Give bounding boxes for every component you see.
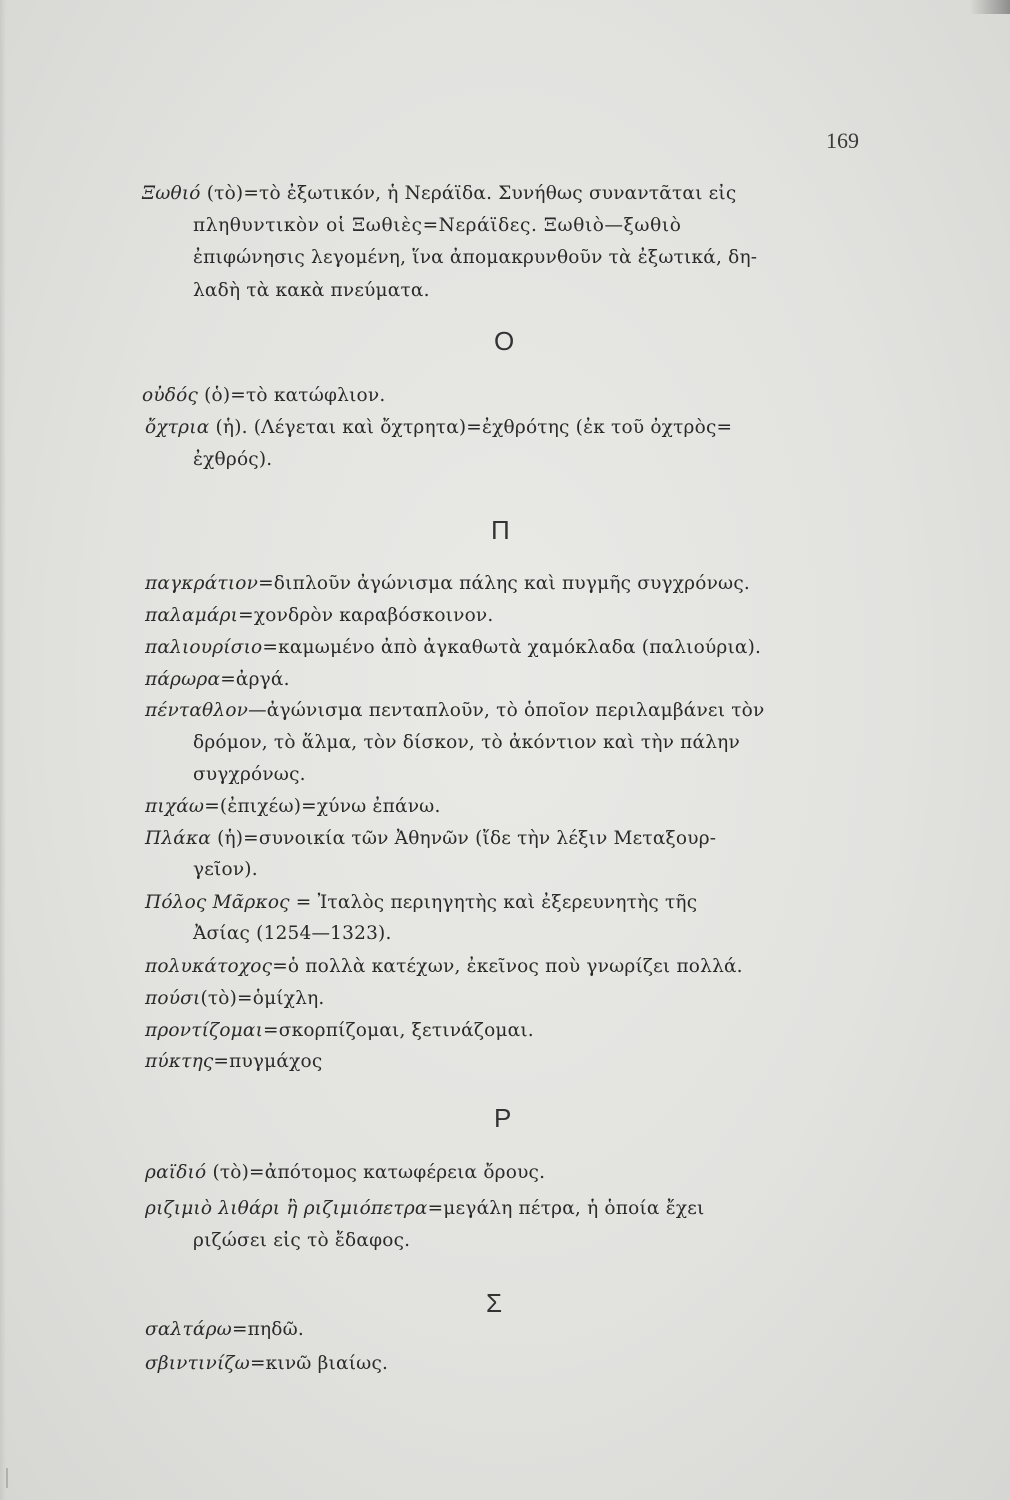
entry-rizimio-lithari xyxy=(145,1197,704,1221)
entry-definition: (τὸ)=ἀπότομος κατωφέρεια ὄρους. xyxy=(206,1162,546,1183)
margin-mark xyxy=(6,1468,8,1488)
entry-definition: =(ἐπιχέω)=χύνω ἐπάνω. xyxy=(204,796,441,817)
entry-continuation: ἐχθρός). xyxy=(193,449,273,470)
entry-pousi xyxy=(145,987,324,1011)
entry-continuation: γεῖον). xyxy=(193,859,258,880)
section-letter-pi: Π xyxy=(491,515,510,545)
entry-saltaro xyxy=(145,1318,304,1342)
entry-headword: πύκτης xyxy=(145,1051,214,1072)
entry-definition: (τὸ)=τὸ ἐξωτικόν, ἡ Νεράϊδα. Συνήθως συναντᾶται εἰς xyxy=(200,183,737,204)
entry-definition: =ἀργά. xyxy=(220,669,290,690)
entry-prontizomai xyxy=(145,1019,534,1043)
entry-definition: (ἡ)=συνοικία τῶν Ἀθηνῶν (ἴδε τὴν λέξιν Μεταξουρ- xyxy=(210,828,717,849)
entry-continuation: πληθυντικὸν οἱ Ξωθιὲς=Νεράϊδες. Ξωθιὸ—ξωθιὸ xyxy=(193,215,682,236)
entry-polykatochos xyxy=(145,955,743,979)
entry-definition: = Ἰταλὸς περιηγητὴς καὶ ἐξερευνητὴς τῆς xyxy=(289,892,698,913)
entry-svintinizo xyxy=(145,1352,388,1376)
entry-pankration xyxy=(145,572,750,596)
entry-headword: Πλάκα xyxy=(145,828,211,849)
entry-paliourisio xyxy=(145,636,761,660)
section-letter-rho: Ρ xyxy=(494,1103,512,1133)
page-corner-shadow xyxy=(970,0,1010,14)
entry-raidio xyxy=(145,1161,545,1185)
page-left-edge xyxy=(0,0,6,1500)
entry-plaka xyxy=(145,827,716,851)
entry-headword: πένταθλον xyxy=(145,700,249,721)
entry-definition: —ἀγώνισμα πενταπλοῦν, τὸ ὁποῖον περιλαμβάνει τὸν xyxy=(248,700,765,721)
entry-definition: =σκορπίζομαι, ξετινάζομαι. xyxy=(263,1020,534,1041)
entry-headword: ὄχτρια xyxy=(145,417,210,438)
entry-definition: =ὁ πολλὰ κατέχων, ἐκεῖνος ποὺ γνωρίζει πολλά. xyxy=(272,956,743,977)
entry-definition: (ἡ). (Λέγεται καὶ ὄχτρητα)=ἐχθρότης (ἐκ τοῦ ὀχτρὸς= xyxy=(209,417,733,438)
entry-headword: παλαμάρι xyxy=(145,605,239,626)
entry-headword: πολυκάτοχος xyxy=(145,956,273,977)
entry-definition: =καμωμένο ἀπὸ ἀγκαθωτὰ χαμόκλαδα (παλιούρια). xyxy=(262,637,762,658)
entry-headword: προντίζομαι xyxy=(145,1020,264,1041)
entry-palamari xyxy=(145,604,493,628)
entry-headword: Πόλος Μᾶρκος xyxy=(145,892,290,913)
entry-headword: σαλτάρω xyxy=(145,1319,232,1340)
entry-continuation: συγχρόνως. xyxy=(193,764,306,785)
entry-definition: =χονδρὸν καραβόσκοινον. xyxy=(238,605,494,626)
entry-headword: πιχάω xyxy=(145,796,205,817)
entry-oudos xyxy=(142,384,385,408)
entry-headword: ριζιμιὸ λιθάρι ἢ ριζιμιόπετρα xyxy=(145,1198,428,1219)
entry-headword: Ξωθιό xyxy=(142,183,201,204)
entry-definition: =πηδῶ. xyxy=(231,1319,304,1340)
entry-continuation: Ἀσίας (1254—1323). xyxy=(193,923,392,944)
entry-continuation: ἐπιφώνησις λεγομένη, ἵνα ἀπομακρυνθοῦν τὰ ἐξωτικά, δη- xyxy=(193,247,758,268)
entry-headword: πάρωρα xyxy=(145,669,221,690)
entry-pentathlon xyxy=(145,699,764,723)
entry-headword: παγκράτιον xyxy=(145,573,259,594)
entry-definition: =διπλοῦν ἀγώνισμα πάλης καὶ πυγμῆς συγχρόνως. xyxy=(258,573,750,594)
entry-pyktis xyxy=(145,1050,322,1074)
section-letter-sigma: Σ xyxy=(486,1288,503,1318)
entry-headword: παλιουρίσιο xyxy=(145,637,263,658)
entry-definition: (τὸ)=ὁμίχλη. xyxy=(200,988,325,1009)
entry-definition: (ὁ)=τὸ κατώφλιον. xyxy=(198,385,386,406)
entry-continuation: δρόμον, τὸ ἅλμα, τὸν δίσκον, τὸ ἀκόντιον καὶ τὴν πάλην xyxy=(193,732,740,753)
section-letter-omicron: Ο xyxy=(494,326,515,356)
entry-headword: οὐδός xyxy=(142,385,199,406)
entry-parora xyxy=(145,668,290,692)
page-number: 169 xyxy=(826,128,859,153)
entry-definition: =μεγάλη πέτρα, ἡ ὁποία ἔχει xyxy=(427,1198,705,1219)
entry-continuation: λαδὴ τὰ κακὰ πνεύματα. xyxy=(193,280,430,301)
entry-definition: =πυγμάχος xyxy=(213,1051,323,1072)
entry-headword: σβιντινίζω xyxy=(145,1353,250,1374)
entry-headword: ραϊδιό xyxy=(145,1162,207,1183)
entry-xothio xyxy=(142,182,736,206)
entry-ochtria xyxy=(145,416,732,440)
entry-definition: =κινῶ βιαίως. xyxy=(249,1353,389,1374)
entry-continuation: ριζώσει εἰς τὸ ἔδαφος. xyxy=(193,1230,411,1251)
entry-pichao xyxy=(145,795,441,819)
entry-headword: πούσι xyxy=(145,988,201,1009)
entry-polos-markos xyxy=(145,891,697,915)
